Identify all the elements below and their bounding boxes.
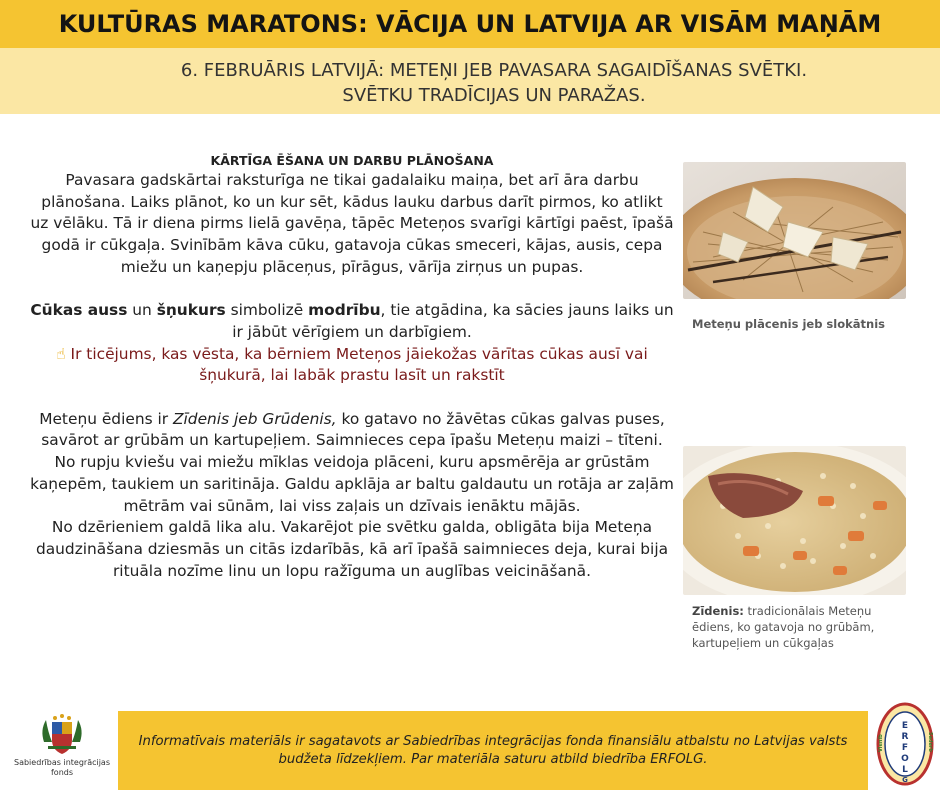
paragraph-1: Pavasara gadskārtai raksturīga ne tikai gadalaiku maiņa, bet arī āra darbu plānošana. Laiks plānot, ko un kur sēt, kādus lauku darbus darīt pirmos, ko atlikt uz vēlāku. Tā ir diena pirms lielā gavēņa, tāpēc Meteņos svarīgi kārtīgi paēst, īpašā godā ir cūkgaļa. Svinībām kāva cūku, gatavoja cūkas smeceri, kājas, ausis, cepa miežu un kaņepju plāceņus, pīrāgus, vārīja zirņus un pupas. xyxy=(30,171,674,276)
fund-logo xyxy=(8,712,116,788)
page-title: KULTŪRAS MARATONS: VĀCIJA UN LATVIJA AR VISĀM MAŅĀM xyxy=(58,10,882,38)
svg-text:O: O xyxy=(901,754,909,764)
footer-band xyxy=(118,711,868,790)
article-body xyxy=(30,152,674,582)
funding-note: Informatīvais materiāls ir sagatavots ar Sabiedrības integrācijas fonda finansiālu atbalstu no Latvijas valsts budžeta līdzekļiem. Par materiāla saturu atbild biedrība ERFOLG. xyxy=(138,733,848,767)
subtitle-bar xyxy=(0,48,940,114)
paragraph-3: Meteņu ēdiens ir Zīdenis jeb Grūdenis, ko gatavo no žāvētas cūkas galvas puses, savārot ar grūbām un kartupeļiem. Saimnieces cepa īpašu Meteņu maizi – tīteni. No rupju kviešu vai miežu mīklas veidoja plāceni, kuru apsmērēja ar grūstām kaņepēm, taukiem un saritināja. Galdu apklāja ar baltu galdautu un rotāja ar zaļām mētrām vai sūnām, lai viss zaļais un dzīvais ienāktu mājās. xyxy=(30,409,674,515)
fund-name: Sabiedrības integrācijas fonds xyxy=(13,758,111,777)
belief-text: Ir ticējums, kas vēsta, ka bērniem Meteņos jāiekožas vārītas cūkas ausī vai šņukurā, lai labāk prastu lasīt un rakstīt xyxy=(65,344,648,385)
svg-text:E: E xyxy=(901,721,909,731)
svg-text:F: F xyxy=(901,743,909,753)
photo-caption-2: Zīdenis: tradicionālais Meteņu ēdiens, ko gatavoja no grūbām, kartupeļiem un cūkgaļas xyxy=(692,604,875,650)
coat-of-arms-icon xyxy=(38,712,86,756)
svg-text:R: R xyxy=(901,732,909,742)
svg-text:G: G xyxy=(902,776,908,784)
photo-caption-1: Meteņu plācenis jeb slokātnis xyxy=(692,317,885,331)
svg-text:Sadarb: Sadarb xyxy=(927,732,933,752)
subtitle-line-1: 6. FEBRUĀRIS LATVIJĀ: METEŅI JEB PAVASARA SAGAIDĪŠANAS SVĒTKI. xyxy=(180,60,808,81)
paragraph-2: Cūkas auss un šņukurs simbolizē modrību, tie atgādina, ka sācies jauns laiks un ir jābūt vērīgiem un darbīgiem. xyxy=(30,301,674,341)
p2-bold-2: šņukurs xyxy=(156,301,226,320)
p2-bold-1: Cūkas auss xyxy=(30,301,128,320)
p2-bold-3: modrību xyxy=(308,301,381,320)
belief-note xyxy=(30,344,674,387)
pancake-photo xyxy=(683,162,906,299)
dish-name: Zīdenis jeb Grūdenis, xyxy=(172,409,337,428)
paragraph-4: No dzērieniem galdā lika alu. Vakarējot pie svētku galda, obligāta bija Meteņa daudzināšana dziesmās un citās izdarībās, kā arī īpašā saimnieces deja, kurai bija rituāla nozīme linu un lopu ražīguma un auglības veicināšanā. xyxy=(35,518,669,580)
zidenis-photo xyxy=(683,446,906,595)
pointing-finger-icon: ☝ xyxy=(56,344,66,363)
svg-text:L: L xyxy=(902,765,908,775)
section-heading: KĀRTĪGA ĒŠANA UN DARBU PLĀNOŠANA xyxy=(210,153,494,168)
title-bar xyxy=(0,0,940,48)
subtitle-line-2: SVĒTKU TRADĪCIJAS UN PARAŽAS. xyxy=(342,85,646,106)
svg-text:Vienīb: Vienīb xyxy=(878,734,884,752)
caption-2-term: Zīdenis: xyxy=(692,604,744,618)
erfolg-logo xyxy=(876,702,934,786)
